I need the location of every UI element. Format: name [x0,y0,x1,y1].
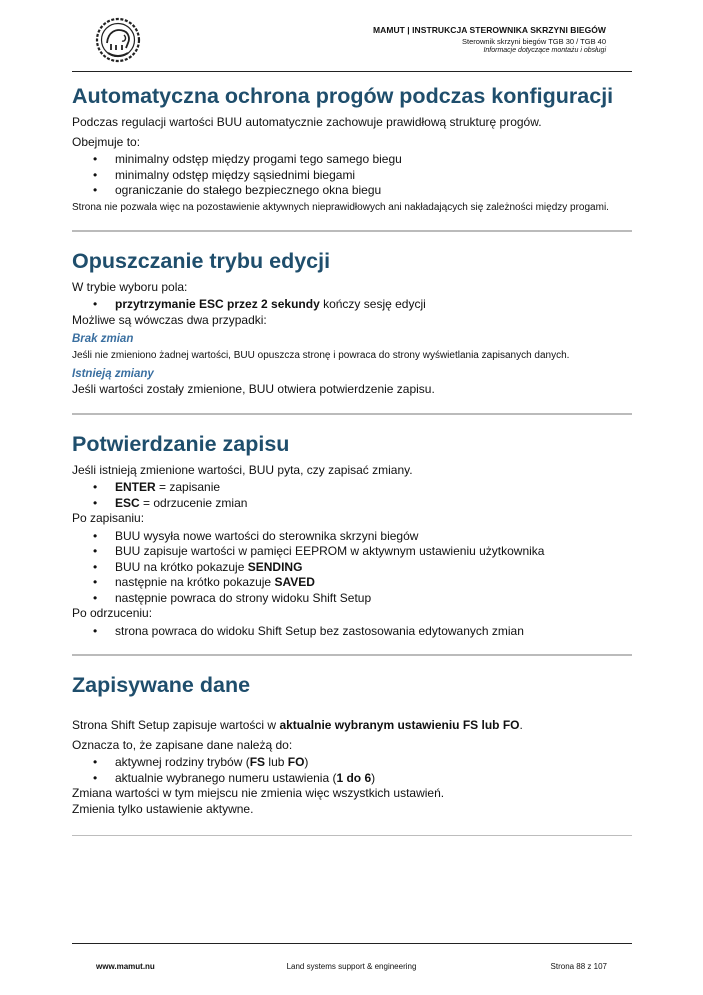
section-divider [72,835,632,836]
list-item: • BUU zapisuje wartości w pamięci EEPROM w aktywnym ustawieniu użytkownika [115,544,632,560]
list-item [115,771,632,787]
text: lub [265,755,288,769]
text: = odrzucenie zmian [139,495,248,510]
paragraph: W trybie wyboru pola: [72,279,188,294]
text: ) [304,755,309,769]
paragraph: Jeśli istnieją zmienione wartości, BUU pyta, czy zapisać zmiany. [72,462,413,477]
bold-text: FO [287,755,305,769]
list-item [115,575,632,591]
section-heading-threshold-protection: Automatyczna ochrona progów podczas konfiguracji [72,84,614,108]
bold-text: ESC [115,495,140,510]
section-heading-saved-data: Zapisywane dane [72,673,251,697]
paragraph: Obejmuje to: [72,134,141,149]
header-title: MAMUT | INSTRUKCJA STEROWNIKA SKRZYNI BIEGÓW [373,25,606,35]
text: . [519,718,523,732]
paragraph: Podczas regulacji wartości BUU automatycznie zachowuje prawidłową strukturę progów. [72,115,542,129]
footer-website: www.mamut.nu [96,962,155,971]
paragraph: Jeśli wartości zostały zmienione, BUU otwiera potwierdzenie zapisu. [72,382,435,396]
footer-page-number: Strona 88 z 107 [550,962,607,971]
list-item: • następnie powraca do strony widoku Shift Setup [115,591,632,607]
footer-divider [72,943,632,944]
bullet-list [72,624,632,640]
note-text: Strona nie pozwala więc na pozostawienie aktywnych nieprawidłowych ani nakładających się zależności między progami. [72,201,609,213]
list-item [115,560,632,576]
list-item [115,297,632,313]
header-divider [72,71,632,72]
paragraph: Po zapisaniu: [72,511,145,525]
list-item [115,755,632,771]
section-divider [72,654,632,656]
list-item [115,496,632,512]
text: następnie na krótko pokazuje [115,575,275,589]
bold-text: ENTER [115,480,156,494]
bullet-list [72,152,632,199]
footer-tagline: Land systems support & engineering [286,962,417,971]
text: Strona Shift Setup zapisuje wartości w [72,718,280,732]
paragraph [72,718,632,734]
text: aktywnej rodziny trybów ( [115,755,250,769]
mamut-logo-icon [95,17,141,63]
bullet-list [72,480,632,511]
paragraph: Po odrzuceniu: [72,606,153,620]
list-item: • BUU wysyła nowe wartości do sterownika skrzyni biegów [115,529,632,545]
section-divider [72,413,632,415]
text: = zapisanie [155,480,221,494]
list-item: • ograniczanie do stałego bezpiecznego okna biegu [115,183,632,199]
section-heading-exit-edit-mode: Opuszczanie trybu edycji [72,248,331,273]
bold-text: 1 do 6 [336,770,372,785]
list-item: • minimalny odstęp między progami tego samego biegu [115,152,632,168]
header-subtitle-secondary: Informacje dotyczące montażu i obsługi [483,47,606,54]
page-content [72,83,632,836]
bold-text: FS [249,755,266,769]
section-divider [72,230,632,232]
bullet-list [72,529,632,607]
section-heading-save-confirmation: Potwierdzanie zapisu [72,431,290,456]
paragraph: Oznacza to, że zapisane dane należą do: [72,737,293,752]
bullet-list [72,755,632,786]
list-item: • minimalny odstęp między sąsiednimi biegami [115,168,632,184]
subheading-changes-exist: Istnieją zmiany [72,368,154,380]
text: BUU na krótko pokazuje [115,559,248,574]
paragraph: Zmiana wartości w tym miejscu nie zmienia więc wszystkich ustawień. [72,786,445,800]
bullet-list [72,297,632,313]
list-item: • strona powraca do widoku Shift Setup bez zastosowania edytowanych zmian [115,624,632,640]
page-header [373,25,606,54]
subheading-no-changes: Brak zmian [72,333,134,345]
paragraph: Zmienia tylko ustawienie aktywne. [72,801,254,816]
bold-text: aktualnie wybranym ustawieniu FS lub FO [279,718,520,732]
text: kończy sesję edycji [319,297,426,311]
bold-text: SENDING [247,559,303,574]
paragraph-small: Jeśli nie zmieniono żadnej wartości, BUU opuszcza stronę i powraca do strony wyświetlania zapisanych danych. [72,350,570,361]
paragraph: Możliwe są wówczas dwa przypadki: [72,312,267,327]
header-subtitle: Sterownik skrzyni biegów TGB 30 / TGB 40 [462,37,606,46]
text: aktualnie wybranego numeru ustawienia ( [115,770,337,785]
text: ) [371,770,376,785]
list-item [115,480,632,496]
bold-text: przytrzymanie ESC przez 2 sekundy [115,297,320,311]
bold-text: SAVED [274,575,315,589]
